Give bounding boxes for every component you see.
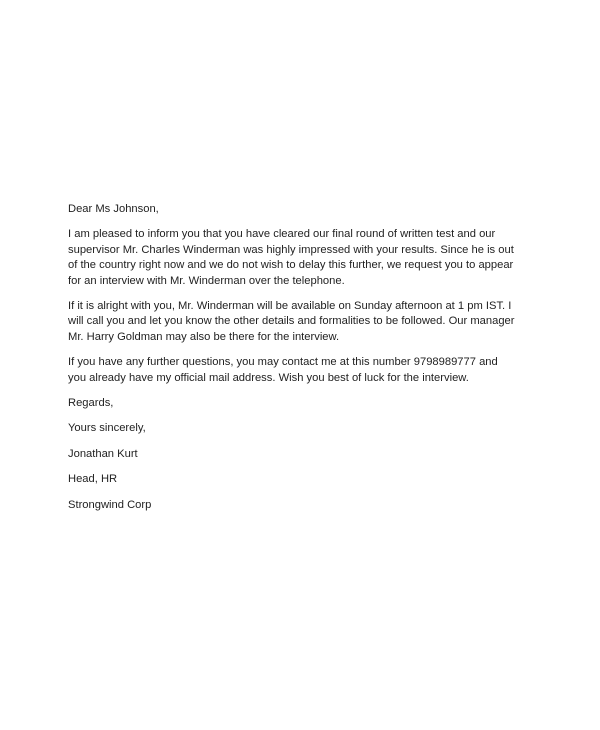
signatory-name: Jonathan Kurt bbox=[68, 447, 138, 460]
salutation: Dear Ms Johnson, bbox=[68, 203, 159, 215]
paragraph-contact-info bbox=[68, 355, 548, 386]
paragraph-line: you already have my official mail address. Wish you best of luck for the interview. bbox=[68, 371, 469, 384]
paragraph-line: I am pleased to inform you that you have cleared our final round of written test and our bbox=[68, 228, 496, 241]
paragraph-line: If you have any further questions, you may contact me at this number 9798989777 and bbox=[68, 356, 498, 369]
closing-regards: Regards, bbox=[68, 397, 114, 410]
paragraph-schedule-details bbox=[68, 299, 548, 345]
paragraph-line: If it is alright with you, Mr. Winderman will be available on Sunday afternoon at 1 pm IST. I bbox=[68, 300, 512, 313]
paragraph-line: for an interview with Mr. Winderman over the telephone. bbox=[68, 274, 345, 287]
paragraph-interview-invitation bbox=[68, 227, 548, 289]
closing-sign-off: Yours sincerely, bbox=[68, 422, 146, 435]
paragraph-line: Mr. Harry Goldman may also be there for the interview. bbox=[68, 330, 340, 343]
paragraph-line: supervisor Mr. Charles Winderman was highly impressed with your results. Since he is out bbox=[68, 243, 514, 256]
company-name: Strongwind Corp bbox=[68, 498, 152, 511]
paragraph-line: will call you and let you know the other details and formalities to be followed. Our manager bbox=[68, 315, 515, 328]
paragraph-line: of the country right now and we do not wish to delay this further, we request you to appear bbox=[68, 259, 514, 272]
signatory-title: Head, HR bbox=[68, 473, 118, 486]
letter-body bbox=[68, 202, 548, 523]
